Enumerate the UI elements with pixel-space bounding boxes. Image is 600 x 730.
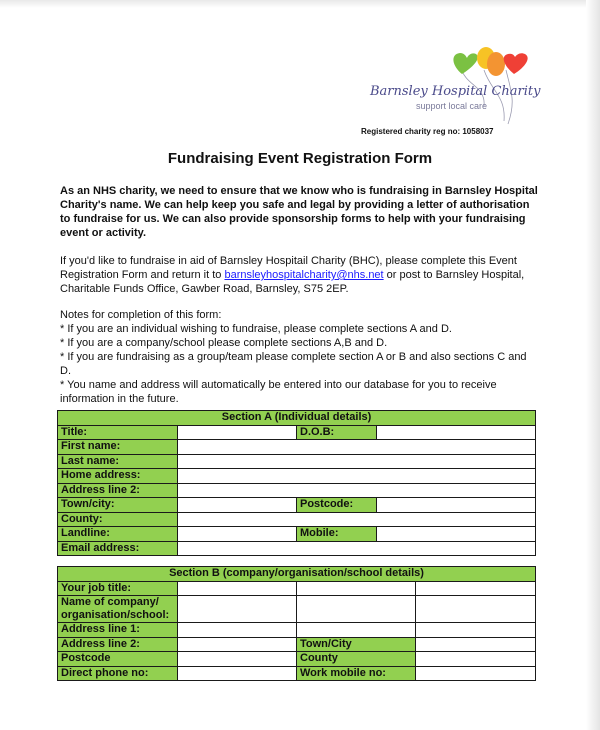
company-name-field[interactable] <box>178 596 297 623</box>
charity-reg-number: Registered charity reg no: 1058037 <box>361 127 494 136</box>
postcode-field[interactable] <box>377 498 536 513</box>
b-town-city-field[interactable] <box>416 637 536 652</box>
page-title: Fundraising Event Registration Form <box>167 150 433 167</box>
work-mobile-label: Work mobile no: <box>297 666 416 681</box>
note-item: * If you are a company/school please complete sections A,B and D. <box>60 337 388 349</box>
b-county-label: County <box>297 652 416 667</box>
b-postcode-label: Postcode <box>58 652 178 667</box>
home-address-label: Home address: <box>58 469 178 484</box>
section-b-heading: Section B (company/organisation/school details) <box>58 567 536 582</box>
mobile-label: Mobile: <box>297 527 377 542</box>
notes-heading: Notes for completion of this form: <box>60 309 222 321</box>
first-name-label: First name: <box>58 440 178 455</box>
town-city-label: Town/city: <box>58 498 178 513</box>
b-county-field[interactable] <box>416 652 536 667</box>
red-balloon-icon <box>504 53 528 74</box>
b-address-line-1-field[interactable] <box>178 623 297 638</box>
company-name-field-3[interactable] <box>416 596 536 623</box>
dob-field[interactable] <box>377 425 536 440</box>
county-label: County: <box>58 512 178 527</box>
contact-text-2: or post to Barnsley Hospital, Charitable Funds Office, Gawber Road, Barnsley, S75 2EP. <box>60 269 525 295</box>
contact-paragraph <box>60 254 540 296</box>
note-item: * If you are fundraising as a group/team please complete section A or B and also sections C and D. <box>60 351 527 377</box>
last-name-label: Last name: <box>58 454 178 469</box>
note-item: * You name and address will automatically be entered into our database for you to receive information in the future. <box>60 379 497 405</box>
postcode-label: Postcode: <box>297 498 377 513</box>
orange-balloon-icon <box>487 52 505 76</box>
work-mobile-field[interactable] <box>416 666 536 681</box>
job-title-field[interactable] <box>178 581 297 596</box>
last-name-field[interactable] <box>178 454 536 469</box>
mobile-field[interactable] <box>377 527 536 542</box>
job-title-field-2[interactable] <box>297 581 416 596</box>
title-field[interactable] <box>178 425 297 440</box>
email-link[interactable]: barnsleyhospitalcharity@nhs.net <box>224 269 384 281</box>
b-address-line-1-label: Address line 1: <box>58 623 178 638</box>
landline-field[interactable] <box>178 527 297 542</box>
email-address-label: Email address: <box>58 541 178 556</box>
green-balloon-icon <box>453 53 477 74</box>
title-label: Title: <box>58 425 178 440</box>
b-address-line-1-field-2[interactable] <box>297 623 416 638</box>
logo-tagline: support local care <box>416 101 488 111</box>
address-line-2-label: Address line 2: <box>58 483 178 498</box>
direct-phone-field[interactable] <box>178 666 297 681</box>
contact-text-1: If you'd like to fundraise in aid of Barnsley Hospitail Charity (BHC), please complete this Event Registration Form and return it to <box>60 255 517 281</box>
b-address-line-2-field[interactable] <box>178 637 297 652</box>
logo-name: Barnsley Hospital Charity <box>370 84 541 99</box>
town-city-field[interactable] <box>178 498 297 513</box>
section-a-heading: Section A (Individual details) <box>58 411 536 426</box>
first-name-field[interactable] <box>178 440 536 455</box>
address-line-2-field[interactable] <box>178 483 536 498</box>
notes-block <box>60 308 540 406</box>
dob-label: D.O.B: <box>297 425 377 440</box>
home-address-field[interactable] <box>178 469 536 484</box>
company-name-field-2[interactable] <box>297 596 416 623</box>
direct-phone-label: Direct phone no: <box>58 666 178 681</box>
b-town-city-label: Town/City <box>297 637 416 652</box>
b-address-line-2-label: Address line 2: <box>58 637 178 652</box>
page-edge-shadow-right <box>586 0 600 730</box>
intro-paragraph: As an NHS charity, we need to ensure that we know who is fundraising in Barnsley Hospital Charity's name. We can help keep you safe and legal by providing a letter of authorisation to fundraise for us. We can also provide sponsorship forms to help with your fundraising event or activity. <box>60 185 538 239</box>
landline-label: Landline: <box>58 527 178 542</box>
job-title-field-3[interactable] <box>416 581 536 596</box>
job-title-label: Your job title: <box>58 581 178 596</box>
county-field[interactable] <box>178 512 536 527</box>
page-edge-shadow-top <box>0 0 600 8</box>
b-address-line-1-field-3[interactable] <box>416 623 536 638</box>
b-postcode-field[interactable] <box>178 652 297 667</box>
note-item: * If you are an individual wishing to fundraise, please complete sections A and D. <box>60 323 452 335</box>
section-a-table <box>57 410 536 556</box>
section-b-table <box>57 566 536 681</box>
email-address-field[interactable] <box>178 541 536 556</box>
company-name-label: Name of company/ organisation/school: <box>58 596 178 623</box>
